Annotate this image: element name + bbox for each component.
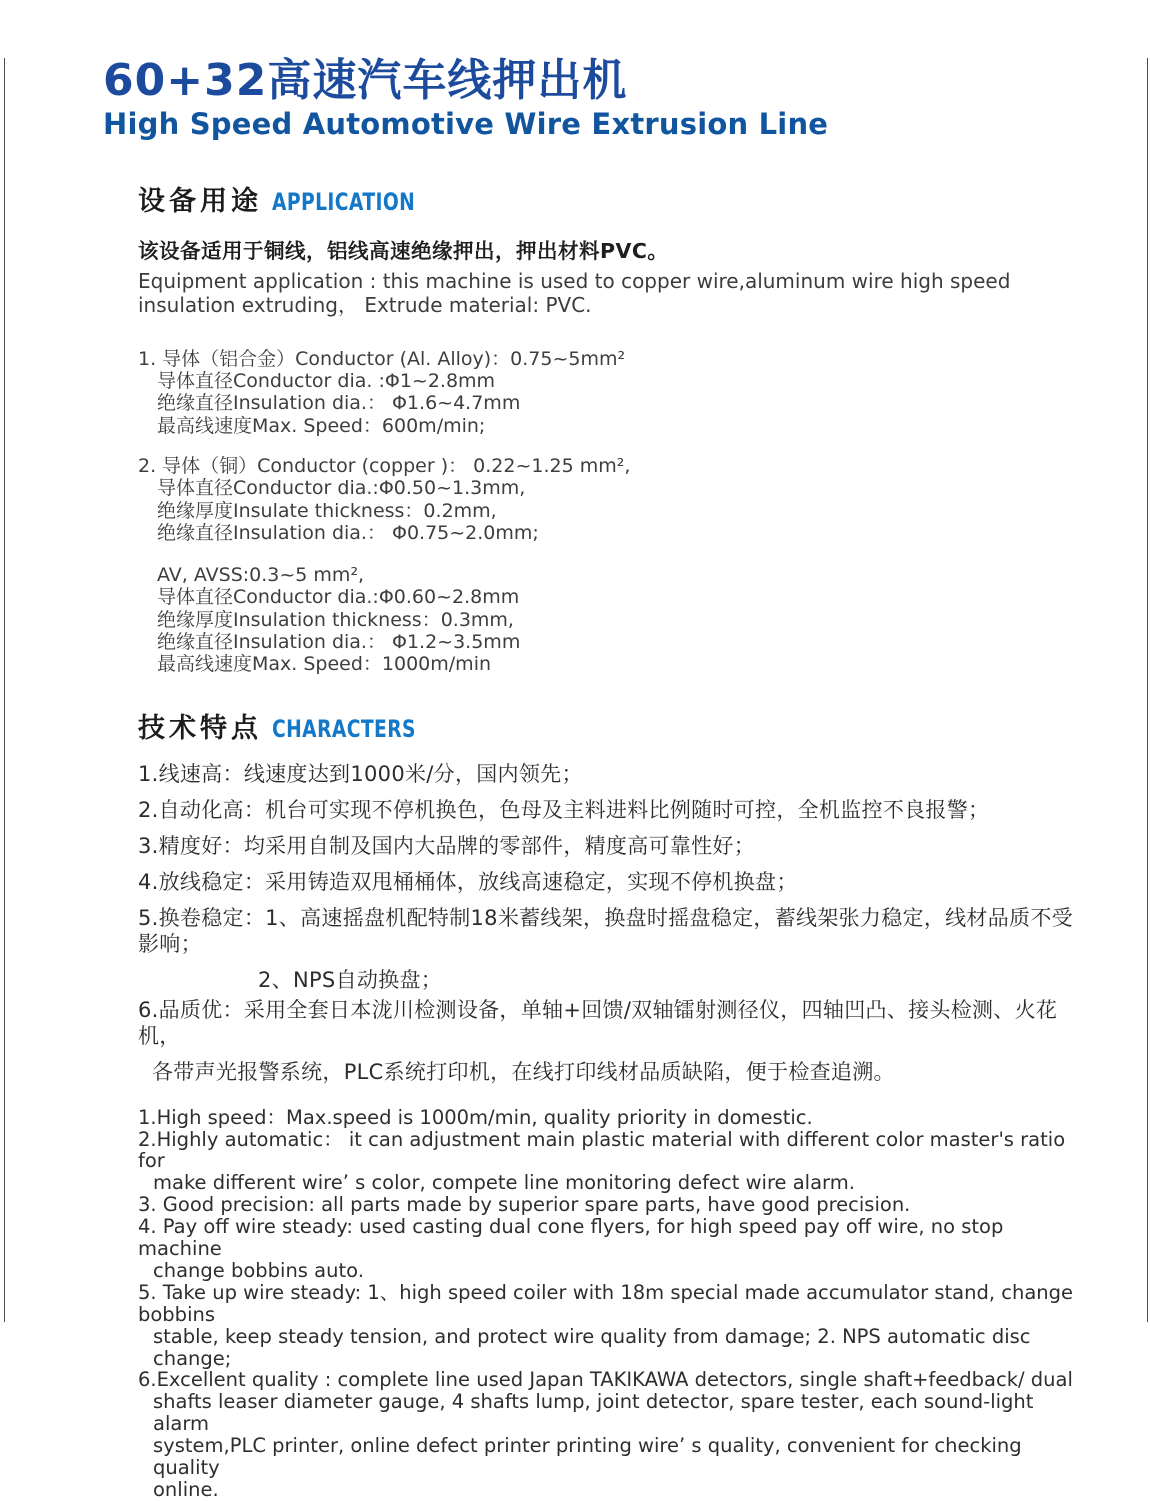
spec-line: 导体直径Conductor dia. :Φ1~2.8mm: [157, 370, 496, 393]
spec-line: 绝缘直径Insulation dia.： Φ1.2~3.5mm: [157, 631, 521, 654]
characters-cn-item-sub: 2、NPS自动换盘；: [258, 967, 443, 992]
spec-block-av-avss: [138, 564, 1090, 675]
characters-en-line: 6.Excellent quality : complete line used Japan TAKIKAWA detectors, single shaft+feedback/ dual: [138, 1368, 1073, 1392]
characters-cn-item: 4.放线稳定：采用铸造双甩桶桶体，放线高速稳定，实现不停机换盘；: [138, 869, 798, 894]
characters-en-line-continuation: shafts leaser diameter gauge, 4 shafts lump, joint detector, spare tester, each sound-light alarm: [153, 1390, 1034, 1436]
application-heading-cn: 设备用途: [138, 185, 262, 217]
application-intro-en-line: insulation extruding， Extrude material: PVC.: [138, 293, 592, 318]
spec-block-copper: [138, 455, 1090, 544]
spec-line: 绝缘厚度Insulate thickness：0.2mm,: [157, 499, 497, 522]
characters-en-line-continuation: stable, keep steady tension, and protect wire quality from damage; 2. NPS automatic disc change;: [153, 1324, 1031, 1370]
spec-line: 最高线速度Max. Speed：1000m/min: [157, 653, 492, 676]
document-page: [0, 55, 1150, 1501]
characters-cn-item: 3.精度好：均采用自制及国内大品牌的零部件，精度高可靠性好；: [138, 833, 756, 858]
spec-line: 导体直径Conductor dia.:Φ0.60~2.8mm: [157, 586, 520, 609]
characters-en-line-continuation: online.: [153, 1478, 219, 1501]
application-heading: [138, 179, 1090, 218]
characters-heading-en: CHARACTERS: [272, 714, 416, 743]
characters-section: [138, 706, 1090, 1501]
application-section: [138, 179, 1090, 676]
characters-list-en: [138, 1107, 1090, 1501]
application-intro-en: [138, 269, 1090, 318]
spec-list: [138, 348, 1090, 676]
spec-line: 1. 导体（铝合金）Conductor (Al. Alloy)：0.75~5mm²: [138, 347, 626, 370]
characters-en-line: 4. Pay off wire steady: used casting dual cone flyers, for high speed pay off wire, no stop machine: [138, 1215, 1004, 1261]
characters-cn-item: 5.换卷稳定：1、高速摇盘机配特制18米蓄线架，换盘时摇盘稳定，蓄线架张力稳定，线材品质不受影响；: [138, 905, 1073, 956]
spec-line: 2. 导体（铜）Conductor (copper )： 0.22~1.25 mm²,: [138, 454, 631, 477]
spec-block-aluminum: [138, 348, 1090, 437]
page-title-en: High Speed Automotive Wire Extrusion Line: [103, 106, 829, 141]
application-intro-en-line: Equipment application : this machine is used to copper wire,aluminum wire high speed: [138, 268, 1011, 293]
characters-en-line-continuation: system,PLC printer, online defect printer printing wire’ s quality, convenient for checking quality: [153, 1434, 1022, 1480]
characters-cn-item: 1.线速高：线速度达到1000米/分，国内领先；: [138, 761, 583, 786]
spec-line: 绝缘直径Insulation dia.： Φ0.75~2.0mm;: [157, 521, 539, 544]
characters-heading-cn: 技术特点: [138, 712, 262, 744]
spec-line: 绝缘厚度Insulation thickness：0.3mm,: [157, 608, 514, 631]
characters-cn-item-continuation: 各带声光报警系统，PLC系统打印机，在线打印线材品质缺陷，便于检查追溯。: [152, 1059, 895, 1084]
title-block: [103, 55, 1130, 141]
characters-cn-item: 2.自动化高：机台可实现不停机换色，色母及主料进料比例随时可控，全机监控不良报警；: [138, 797, 990, 822]
characters-en-line: 3. Good precision: all parts made by superior spare parts, have good precision.: [138, 1193, 911, 1217]
spec-line: 最高线速度Max. Speed：600m/min;: [157, 414, 486, 437]
page-title-cn: 60+32高速汽车线押出机: [103, 55, 628, 106]
characters-en-line: 2.Highly automatic： it can adjustment main plastic material with different color master's ratio for: [138, 1127, 1066, 1173]
characters-cn-item: 6.品质优：采用全套日本泷川检测设备，单轴+回馈/双轴镭射测径仪，四轴凹凸、接头检测、火花机，: [138, 997, 1058, 1048]
characters-heading: [138, 706, 1090, 745]
characters-en-line-continuation: make different wire’ s color, compete line monitoring defect wire alarm.: [153, 1171, 855, 1195]
application-heading-en: APPLICATION: [272, 187, 416, 216]
characters-en-line: 5. Take up wire steady: 1、high speed coiler with 18m special made accumulator stand, change bobbins: [138, 1280, 1074, 1326]
characters-en-line: 1.High speed：Max.speed is 1000m/min, quality priority in domestic.: [138, 1105, 813, 1129]
spec-line: 绝缘直径Insulation dia.： Φ1.6~4.7mm: [157, 392, 521, 415]
characters-en-line-continuation: change bobbins auto.: [153, 1258, 364, 1282]
spec-line: 导体直径Conductor dia.:Φ0.50~1.3mm,: [157, 477, 526, 500]
characters-list-cn: [138, 761, 1090, 1085]
application-intro-cn: 该设备适用于铜线，铝线高速绝缘押出，押出材料PVC。: [138, 238, 669, 263]
spec-line: AV, AVSS:0.3~5 mm²,: [157, 564, 365, 587]
